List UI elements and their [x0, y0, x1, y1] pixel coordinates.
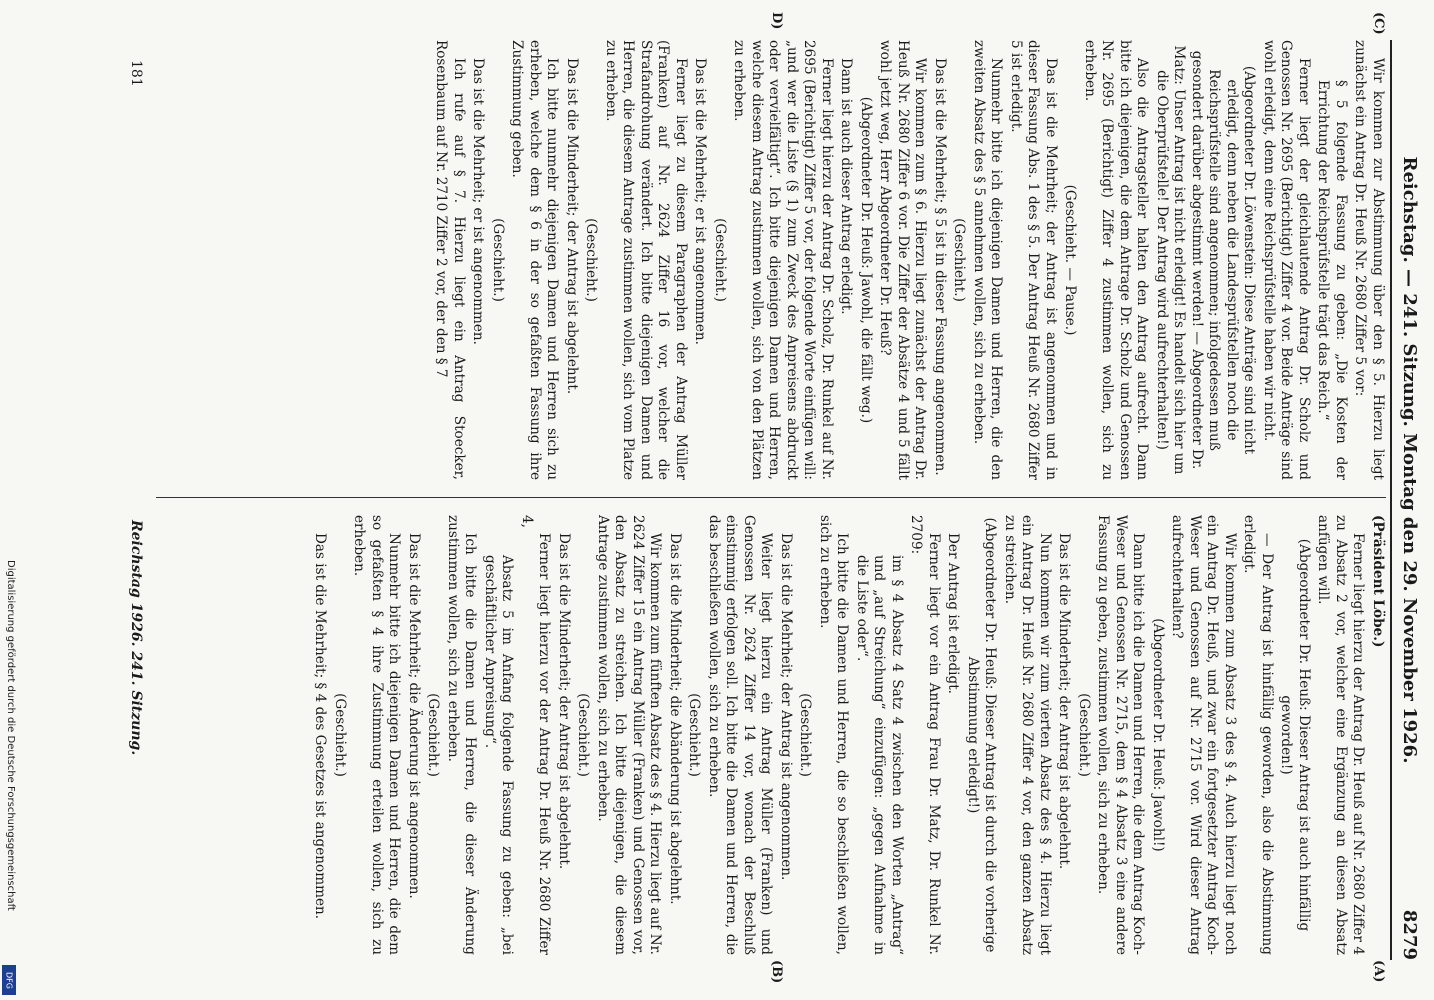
- text-block-para: Ich bitte die Damen und Herren, die dieser Änderung zustimmen wollen, sich zu erheben.: [445, 515, 479, 955]
- text-block-para: Der Antrag ist erledigt.: [945, 533, 962, 695]
- text-block-para: Das ist die Minderheit; der Antrag ist abgelehnt.: [1056, 533, 1073, 870]
- text-block-center: (Geschieht.): [686, 693, 703, 777]
- text-block-center: (Geschieht. — Pause.): [1062, 184, 1079, 336]
- text-block-quote: § 5 folgende Fassung zu geben: „Die Kosten der Errichtung der Reichsprüfstelle trägt das Reich.“: [1315, 80, 1349, 480]
- margin-marker-d: D): [769, 12, 784, 30]
- text-block-para: Das ist die Mehrheit; der Antrag ist angenommen.: [778, 533, 794, 881]
- text-block-para: Ich rufe auf § 7. Hierzu liegt ein Antrag Stoecker, Rosenbaum auf Nr. 2710 Ziffer 2 vor, der den § 7: [433, 40, 467, 480]
- text-block-center: (Geschieht.): [1076, 693, 1092, 777]
- text-block-para: Ich bitte die Damen und Herren, die so beschließen wollen, sich zu erheben.: [817, 515, 851, 955]
- text-block-para: Ferner liegt hierzu vor der Antrag Dr. Heuß Nr. 2680 Ziffer 4,: [519, 515, 553, 955]
- text-block-para: Wir kommen zum fünften Absatz des § 4. Hierzu liegt auf Nr. 2624 Ziffer 15 ein Antrag Müller (Franken) und Genossen vor, den Absatz zu streichen. Ich bitte diejenigen, die diesem Antrage zustimmen wollen, sich zu erheben.: [595, 515, 664, 955]
- right-column: [176, 40, 1386, 480]
- margin-marker-c: (C): [1371, 12, 1386, 35]
- footer-page: 181: [128, 60, 144, 87]
- text-block-para: Wir kommen zum Absatz 3 des § 4. Auch hierzu liegt noch ein Antrag Dr. Heuß, und zwar ein fortgesetzter Antrag Koch-Weser und Genossen auf Nr. 2715 vor. Wird dieser Antrag aufrechterhalten?: [1169, 515, 1238, 955]
- margin-marker-a: (A): [1371, 960, 1386, 983]
- text-block-center: (Geschieht.): [583, 218, 600, 302]
- text-block-center: (Geschieht.): [575, 693, 592, 777]
- text-block-para: Weiter liegt hierzu ein Antrag Müller (Franken) und Genossen Nr. 2624 Ziffer 14 vor, wonach der Beschluß einstimmig erfolgen soll. Ich bitte die Damen und Herren, die das beschließen wollen, sich zu erheben.: [706, 515, 775, 955]
- dfg-logo-icon: DFG: [2, 965, 16, 995]
- text-block-para: Nun kommen wir zum vierten Absatz des § 4. Hierzu liegt ein Antrag Dr. Heuß Nr. 2680 Ziffer 4 vor, den ganzen Absatz zu streichen.: [1002, 515, 1053, 955]
- left-column: [176, 515, 1386, 955]
- text-block-center: (Geschieht.): [332, 693, 348, 777]
- text-block-para: Also die Antragsteller halten den Antrag aufrecht. Dann bitte ich diejenigen, die dem Antrage Dr. Scholz und Genossen Nr. 2695 (Berichtigt) Ziffer 4 zustimmen wollen, sich zu erheben.: [1082, 40, 1151, 480]
- text-block-para: Das ist die Minderheit; der Antrag ist abgelehnt.: [564, 58, 580, 395]
- text-block-quote: Absatz 5 im Anfang folgende Fassung zu geben: „bei geschäftlicher Anpreisung“.: [482, 555, 516, 955]
- text-block-para: Das ist die Mehrheit; der Antrag ist angenommen und in dieser Fassung Abs. 1 des § 5. Der Antrag Heuß Nr. 2680 Ziffer 5 ist erledigt.: [1008, 40, 1059, 480]
- text-block-para: Das ist die Mehrheit; § 5 ist in dieser Fassung angenommen.: [932, 58, 948, 476]
- text-block-para: — Der Antrag ist hinfällig geworden, also die Abstimmung erledigt.: [1241, 515, 1275, 955]
- header-rule: [1390, 40, 1392, 960]
- text-block-para: Ferner liegt zu diesem Paragraphen der Antrag Müller (Franken) auf Nr. 2624 Ziffer 16 vor, welcher die Strafandrohung verändert. Ich bitte diejenigen Damen und Herren, die diesem Antrage zustimmen wollen, sich vom Platze zu erheben.: [603, 40, 689, 480]
- text-block-para: Das ist die Mehrheit; er ist angenommen.: [470, 58, 487, 345]
- text-block-center: (Abgeordneter Dr. Heuß: Dieser Antrag ist durch die vorherige Abstimmung erledigt!): [965, 517, 999, 953]
- text-block-para: Das ist die Mehrheit; § 4 des Gesetzes ist angenommen.: [312, 533, 329, 920]
- footer-session: Reichstag 1926. 241. Sitzung.: [128, 520, 144, 756]
- text-block-center: (Abgeordneter Dr. Heuß: Jawohl!): [1150, 618, 1166, 852]
- text-block-center: (Abgeordneter Dr. Heuß: Jawohl, die fällt weg.): [858, 96, 874, 424]
- text-block-center: (Geschieht.): [490, 218, 506, 302]
- text-block-center: (Geschieht.): [951, 218, 968, 302]
- text-block-para: Das ist die Mehrheit; er ist angenommen.: [692, 58, 709, 345]
- text-block-para: Dann bitte ich die Damen und Herren, die dem Antrag Koch-Weser und Genossen Nr. 2715, dem § 4 Absatz 3 eine andere Fassung zu geben, zustimmen wollen, sich zu erheben.: [1095, 515, 1147, 955]
- column-divider: [156, 497, 1386, 498]
- header-title: Reichstag. — 241. Sitzung. Montag den 29. November 1926.: [1399, 156, 1421, 764]
- text-block-quote: im § 4 Absatz 4 Satz 4 zwischen den Worten „Antrag“ und „auf Streichung“ einzufügen: „gegen Aufnahme in die Liste oder“.: [854, 555, 905, 955]
- text-block-para: Nunmehr bitte ich diejenigen Damen und Herren, die dem so gefaßten § 4 ihre Zustimmung erteilen wollen, sich zu erheben.: [351, 515, 403, 955]
- text-block-center: (Geschieht.): [425, 693, 442, 777]
- text-block-para: Das ist die Minderheit; die Abänderung ist abgelehnt.: [667, 533, 683, 905]
- text-block-para: Ferner liegt vor ein Antrag Frau Dr. Matz, Dr. Runkel Nr. 2709:: [908, 515, 942, 955]
- text-block-para: Dann ist auch dieser Antrag erledigt.: [838, 58, 855, 315]
- text-block-para: Ich bitte nunmehr diejenigen Damen und Herren sich zu erheben, welche dem § 6 in der so gefaßten Fassung ihre Zustimmung geben.: [509, 40, 561, 480]
- text-block-speaker: (Präsident Löbe.): [1370, 515, 1386, 648]
- text-block-center: (Geschieht.): [797, 693, 814, 777]
- side-credit-text: Digitalisierung gefördert durch die Deutsche Forschungsgemeinschaft: [5, 560, 16, 911]
- text-block-para: Nunmehr bitte ich diejenigen Damen und Herren, die den zweiten Absatz des § 5 annehmen wollen, sich zu erheben.: [971, 40, 1005, 480]
- text-block-para: Wir kommen zur Abstimmung über den § 5. Hierzu liegt zunächst ein Antrag Dr. Heuß Nr. 2680 Ziffer 5 vor:: [1352, 40, 1386, 480]
- side-credit: [0, 560, 18, 1000]
- text-block-para: Das ist die Minderheit; der Antrag ist abgelehnt.: [556, 533, 572, 870]
- page-header: [1396, 40, 1424, 960]
- text-block-para: Ferner liegt hierzu der Antrag Dr. Heuß auf Nr. 2680 Ziffer 4 zu Absatz 2 vor, welcher eine Ergänzung an diesen Absatz anfügen will.: [1315, 515, 1367, 955]
- text-block-para: Das ist die Mehrheit; die Änderung ist angenommen.: [406, 533, 422, 899]
- header-page-number: 8279: [1399, 909, 1421, 960]
- margin-marker-b: (B): [769, 960, 784, 984]
- text-block-center: (Geschieht.): [712, 218, 728, 302]
- text-block-para: Wir kommen zum § 6. Hierzu liegt zunächst der Antrag Dr. Heuß Nr. 2680 Ziffer 6 vor. Die Ziffer der Absätze 4 und 5 fällt wohl jetzt weg, Herr Abgeordneter Dr. Heuß?: [877, 40, 929, 480]
- text-block-center: (Abgeordneter Dr. Heuß: Dieser Antrag ist auch hinfällig geworden!): [1278, 538, 1312, 932]
- text-block-center: (Abgeordneter Dr. Löwenstein: Diese Anträge sind nicht erledigt, denn neben die Landesprüfstellen noch die Reichsprüfstelle sind angenommen; infolgedessen muß gesondert darüber abgestimmt werden! — Abgeordneter Dr. Matz: Unser Antrag ist nicht erledigt! Es handelt sich hier um die Oberprüfstelle! Der Antrag wird aufrechterhalten!): [1154, 45, 1258, 475]
- text-block-para: Ferner liegt der gleichlautende Antrag Dr. Scholz und Genossen Nr. 2695 (Berichtigt) Ziffer 4 vor. Beide Anträge sind wohl erledigt, denn eine Reichsprüfstelle haben wir nicht.: [1261, 40, 1312, 480]
- text-block-para: Ferner liegt hierzu der Antrag Dr. Scholz, Dr. Runkel auf Nr. 2695 (Berichtigt) Ziffer 5 vor, der folgende Worte einfügen will: „und wer die Liste (§ 1) zum Zweck des Anpreisens abdruckt oder vervielfältigt“. Ich bitte diejenigen Damen und Herren, welche diesem Antrag zustimmen wollen, sich von den Plätzen zu erheben.: [731, 40, 835, 480]
